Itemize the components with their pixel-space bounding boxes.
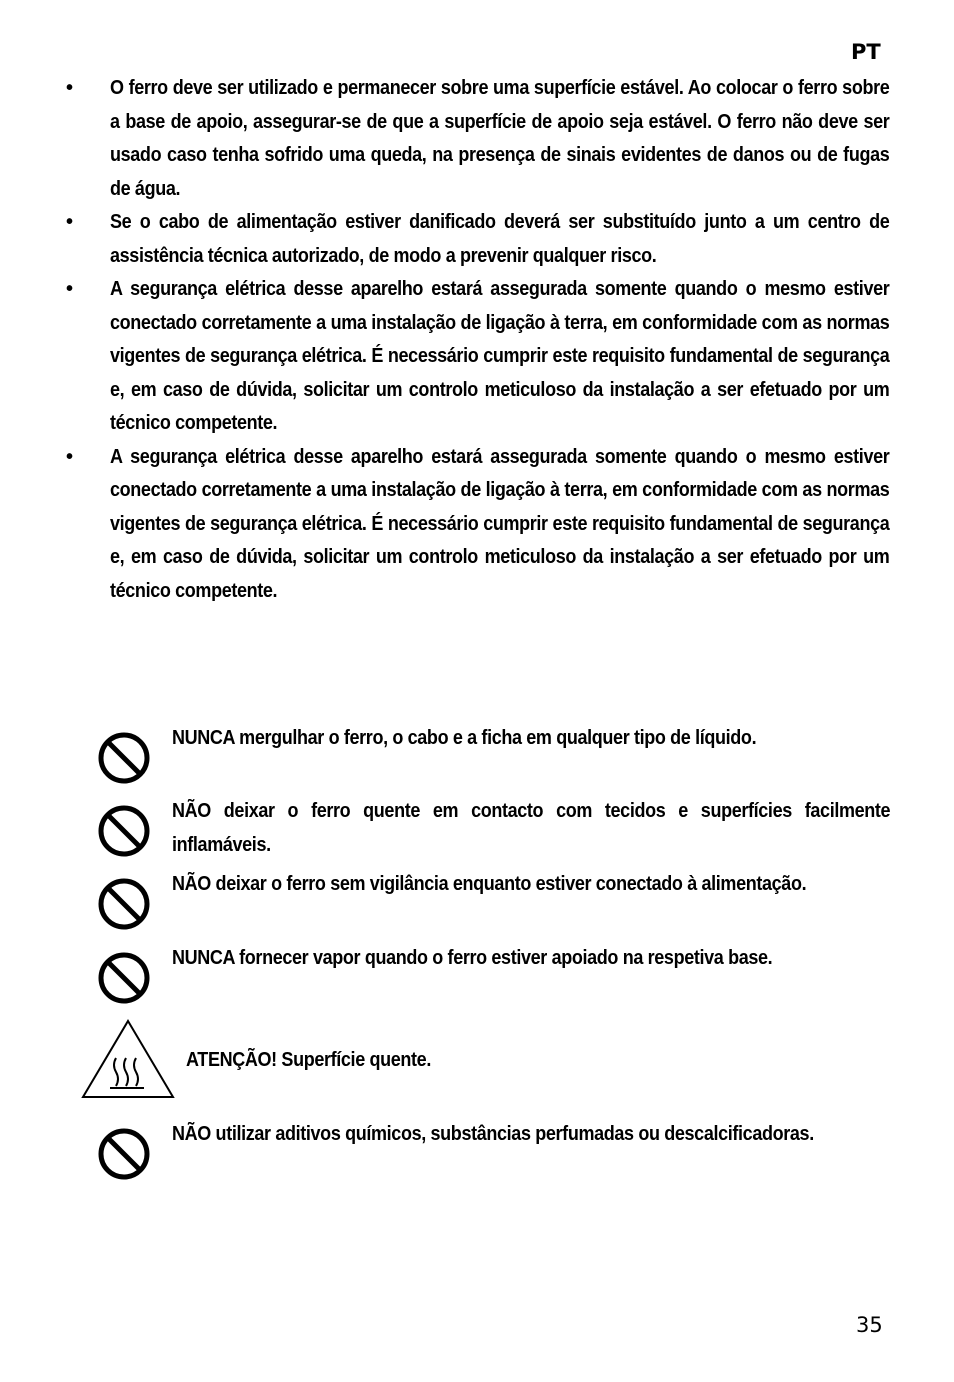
hot-surface-text: ATENÇÃO! Superfície quente.: [186, 1049, 431, 1071]
warning-text: NÃO utilizar aditivos químicos, substâncias perfumadas ou descalcificadoras.: [172, 1123, 814, 1145]
bullet-text: O ferro deve ser utilizado e permanecer sobre uma superfície estável. Ao colocar o ferro sobre a base de apoio, assegurar-se de que a superfície de apoio seja estável. O ferro não deve ser usado caso tenha sofrido uma queda, na presença de sinais evidentes de danos ou de fugas de água.: [110, 77, 890, 200]
warning-text: NÃO deixar o ferro quente em contacto com tecidos e superfícies facilmente inflamáveis.: [172, 800, 891, 856]
bullet-text: Se o cabo de alimentação estiver danificado deverá ser substituído junto a um centro de assistência técnica autorizado, de modo a prevenir qualquer risco.: [110, 211, 890, 267]
warning-text: NUNCA mergulhar o ferro, o cabo e a ficha em qualquer tipo de líquido.: [172, 727, 757, 749]
hot-surface-warning-icon: [80, 1018, 176, 1100]
prohibition-icon: [96, 1126, 152, 1182]
bullet-text: A segurança elétrica desse aparelho estará assegurada somente quando o mesmo estiver conectado corretamente a uma instalação de ligação à terra, em conformidade com as normas vigentes de segurança elétrica. É necessário cumprir este requisito fundamental de segurança e, em caso de dúvida, solicitar um controlo meticuloso da instalação a ser efetuado por um técnico competente.: [110, 445, 890, 602]
language-code: PT: [851, 40, 881, 64]
prohibition-icon: [96, 950, 152, 1006]
bullet-item: [0, 72, 890, 206]
safety-bullet-list: [0, 72, 890, 608]
warning-text: NUNCA fornecer vapor quando o ferro estiver apoiado na respetiva base.: [172, 947, 773, 969]
prohibition-icon: [96, 803, 152, 859]
bullet-text: A segurança elétrica desse aparelho estará assegurada somente quando o mesmo estiver conectado corretamente a uma instalação de ligação à terra, em conformidade com as normas vigentes de segurança elétrica. É necessário cumprir este requisito fundamental de segurança e, em caso de dúvida, solicitar um controlo meticuloso da instalação a ser efetuado por um técnico competente.: [110, 278, 890, 434]
bullet-symbol: •: [66, 211, 74, 233]
bullet-item: [0, 273, 890, 441]
prohibition-icon: [96, 876, 152, 932]
bullet-symbol: •: [66, 445, 74, 468]
hot-surface-warning: [80, 1018, 954, 1108]
page-number: 35: [856, 1313, 883, 1337]
prohibition-icon: [96, 730, 152, 786]
bullet-symbol: •: [66, 77, 74, 99]
warning-text: NÃO deixar o ferro sem vigilância enquanto estiver conectado à alimentação.: [172, 873, 807, 895]
bullet-symbol: •: [66, 278, 74, 300]
bullet-item: [0, 441, 890, 609]
bullet-item: [0, 206, 890, 273]
